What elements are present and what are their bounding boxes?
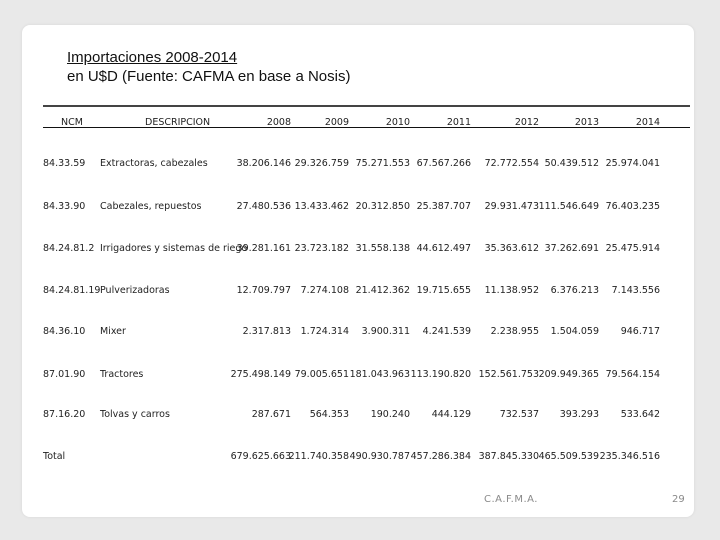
row-value: 23.723.182 (294, 243, 349, 254)
row-description: Tractores (100, 369, 144, 380)
total-value: 457.286.384 (410, 451, 471, 462)
row-value: 44.612.497 (416, 243, 471, 254)
row-value: 152.561.753 (478, 369, 539, 380)
row-value: 946.717 (620, 326, 660, 337)
row-value: 25.387.707 (416, 201, 471, 212)
row-description: Tolvas y carros (100, 409, 170, 420)
row-value: 393.293 (559, 409, 599, 420)
row-value: 39.281.161 (236, 243, 291, 254)
row-value: 7.143.556 (611, 285, 660, 296)
row-value: 11.138.952 (484, 285, 539, 296)
slide (22, 25, 694, 517)
row-value: 3.900.311 (361, 326, 410, 337)
row-value: 19.715.655 (416, 285, 471, 296)
row-value: 75.271.553 (355, 158, 410, 169)
total-label: Total (43, 451, 66, 462)
row-value: 67.567.266 (416, 158, 471, 169)
row-value: 2.238.955 (490, 326, 539, 337)
total-value: 490.930.787 (349, 451, 410, 462)
row-value: 7.274.108 (300, 285, 349, 296)
row-value: 287.671 (251, 409, 291, 420)
row-description: Pulverizadoras (100, 285, 170, 296)
header-year: 2012 (514, 117, 539, 128)
header-ncm: NCM (61, 117, 83, 128)
row-value: 1.504.059 (550, 326, 599, 337)
row-value: 6.376.213 (550, 285, 599, 296)
row-value: 21.412.362 (355, 285, 410, 296)
header-year: 2014 (635, 117, 660, 128)
row-value: 79.564.154 (605, 369, 660, 380)
row-value: 76.403.235 (605, 201, 660, 212)
row-value: 275.498.149 (230, 369, 291, 380)
row-ncm: 84.33.90 (43, 201, 86, 212)
header-year: 2008 (266, 117, 291, 128)
row-value: 79.005.651 (294, 369, 349, 380)
header-year: 2010 (385, 117, 410, 128)
row-ncm: 84.24.81.19 (43, 285, 101, 296)
row-value: 190.240 (370, 409, 410, 420)
row-ncm: 87.01.90 (43, 369, 86, 380)
total-value: 387.845.330 (478, 451, 539, 462)
footer-brand: C.A.F.M.A. (484, 494, 538, 505)
row-ncm: 84.36.10 (43, 326, 86, 337)
table-top-rule (43, 105, 690, 107)
row-description: Irrigadores y sistemas de riego (100, 243, 248, 254)
row-value: 209.949.365 (538, 369, 599, 380)
row-value: 31.558.138 (355, 243, 410, 254)
header-year: 2013 (574, 117, 599, 128)
total-value: 235.346.516 (599, 451, 660, 462)
row-value: 25.974.041 (605, 158, 660, 169)
title-line-1: Importaciones 2008-2014 (67, 49, 238, 66)
row-value: 13.433.462 (294, 201, 349, 212)
row-value: 25.475.914 (605, 243, 660, 254)
total-value: 679.625.663 (230, 451, 291, 462)
row-ncm: 84.24.81.2 (43, 243, 95, 254)
row-value: 113.190.820 (410, 369, 471, 380)
header-descripcion: DESCRIPCION (145, 117, 211, 128)
row-value: 181.043.963 (349, 369, 410, 380)
row-value: 564.353 (309, 409, 349, 420)
page-number: 29 (672, 494, 685, 505)
row-value: 1.724.314 (300, 326, 349, 337)
header-year: 2011 (446, 117, 471, 128)
row-value: 4.241.539 (422, 326, 471, 337)
row-value: 20.312.850 (355, 201, 410, 212)
row-value: 12.709.797 (236, 285, 291, 296)
row-value: 533.642 (620, 409, 660, 420)
header-year: 2009 (324, 117, 349, 128)
row-value: 72.772.554 (484, 158, 539, 169)
row-value: 29.931.473 (484, 201, 539, 212)
row-value: 2.317.813 (242, 326, 291, 337)
row-value: 111.546.649 (538, 201, 599, 212)
row-value: 29.326.759 (294, 158, 349, 169)
row-value: 444.129 (431, 409, 471, 420)
total-value: 465.509.539 (538, 451, 599, 462)
row-value: 50.439.512 (544, 158, 599, 169)
row-ncm: 84.33.59 (43, 158, 86, 169)
row-ncm: 87.16.20 (43, 409, 86, 420)
title-line-2: en U$D (Fuente: CAFMA en base a Nosis) (67, 68, 351, 85)
total-value: 211.740.358 (288, 451, 349, 462)
row-value: 732.537 (499, 409, 539, 420)
row-value: 37.262.691 (544, 243, 599, 254)
row-value: 38.206.146 (236, 158, 291, 169)
slide-title (67, 48, 350, 86)
row-value: 35.363.612 (484, 243, 539, 254)
row-description: Mixer (100, 326, 126, 337)
row-description: Cabezales, repuestos (100, 201, 202, 212)
row-value: 27.480.536 (236, 201, 291, 212)
row-description: Extractoras, cabezales (100, 158, 208, 169)
